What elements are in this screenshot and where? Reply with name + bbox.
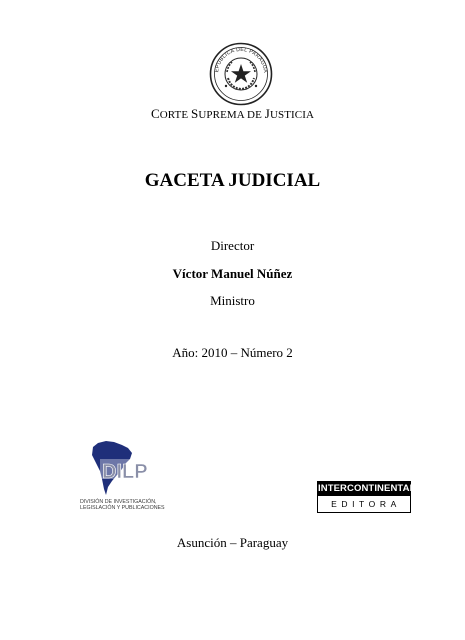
dilp-subtitle xyxy=(80,499,200,511)
dilp-subtitle-line2: LEGISLACIÓN Y PUBLICACIONES xyxy=(80,505,165,512)
seal-text: EPUBLICA DEL PARAGUA xyxy=(214,46,268,74)
institution-initial-s: S xyxy=(191,106,199,121)
institution-initial-j: J xyxy=(264,106,270,121)
director-role: Director xyxy=(210,238,255,253)
editora-text: EDITORA xyxy=(331,499,401,509)
intercontinental-editora-logo xyxy=(317,481,416,513)
intercontinental-text: INTERCONTINENTAL xyxy=(318,483,416,494)
publication-location: Asunción – Paraguay xyxy=(176,535,289,550)
institution-name xyxy=(0,106,465,122)
institution-initial-c: C xyxy=(150,106,160,121)
director-name: Víctor Manuel Núñez xyxy=(172,266,293,281)
institution-word-suprema: UPREMA DE xyxy=(198,109,265,121)
dilp-subtitle-line1: DIVISIÓN DE INVESTIGACIÓN, xyxy=(80,499,157,505)
institution-word-corte: ORTE xyxy=(159,109,192,121)
document-title: GACETA JUDICIAL xyxy=(144,170,321,191)
director-title: Ministro xyxy=(210,293,255,308)
dilp-acronym: DILP xyxy=(102,461,148,483)
edition-info: Año: 2010 – Número 2 xyxy=(172,345,293,360)
institution-word-justicia: USTICIA xyxy=(269,109,315,121)
national-seal-icon xyxy=(209,42,273,106)
